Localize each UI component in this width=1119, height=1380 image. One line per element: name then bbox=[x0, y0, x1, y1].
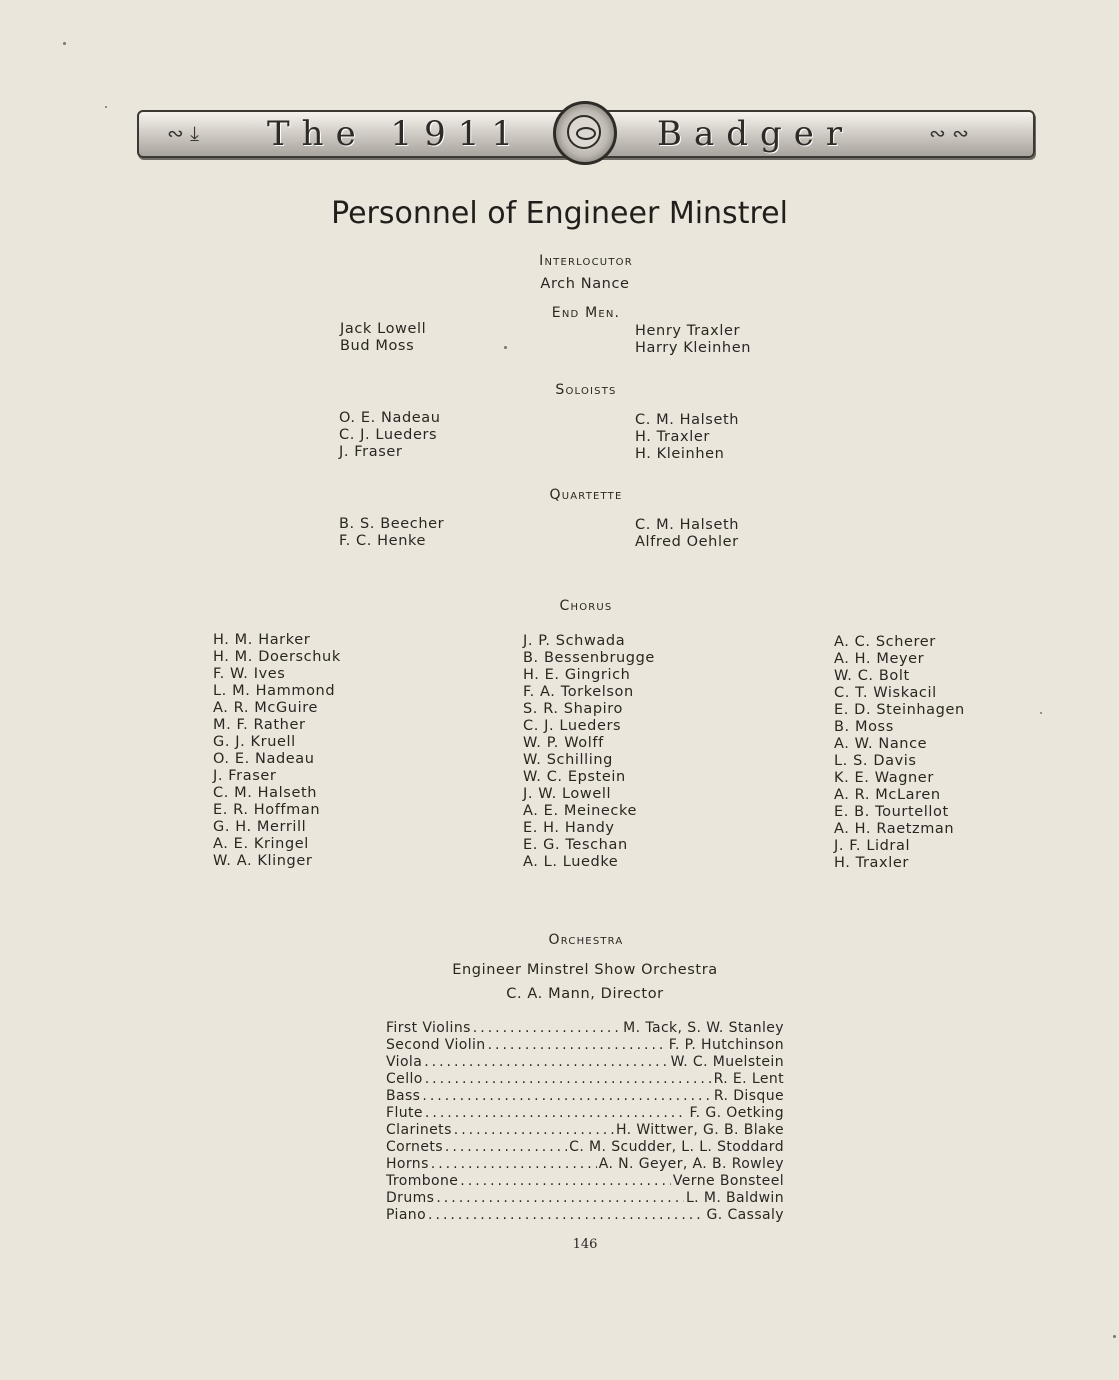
page-title: Personnel of Engineer Minstrel bbox=[331, 196, 788, 231]
end-men-heading: End Men. bbox=[551, 305, 621, 321]
orchestra-row bbox=[386, 1020, 784, 1037]
soloists-right-list bbox=[635, 412, 739, 463]
paper-speck bbox=[1040, 712, 1042, 714]
university-seal-icon bbox=[553, 101, 617, 165]
quartette-heading: Quartette bbox=[549, 487, 623, 503]
player-names: H. Wittwer, G. B. Blake bbox=[615, 1122, 784, 1138]
end-men-left-list bbox=[340, 321, 426, 355]
player-names: L. M. Baldwin bbox=[685, 1190, 784, 1206]
list-item: Jack Lowell bbox=[340, 321, 427, 337]
list-item: A. C. Scherer bbox=[834, 634, 936, 650]
player-names: F. P. Hutchinson bbox=[668, 1037, 784, 1053]
list-item: J. W. Lowell bbox=[523, 786, 612, 802]
orchestra-row bbox=[386, 1173, 784, 1190]
dot-leader bbox=[436, 1190, 684, 1207]
list-item: W. A. Klinger bbox=[213, 853, 313, 869]
list-item: J. F. Lidral bbox=[834, 838, 911, 854]
list-item: E. B. Tourtellot bbox=[834, 804, 949, 820]
list-item: J. Fraser bbox=[339, 444, 403, 460]
list-item: A. R. McLaren bbox=[834, 787, 941, 803]
interlocutor-heading: Interlocutor bbox=[539, 253, 633, 269]
header-left-text: The 1911 bbox=[267, 114, 526, 154]
orchestra-row bbox=[386, 1088, 784, 1105]
dot-leader bbox=[460, 1173, 671, 1190]
instrument-name: Piano bbox=[386, 1207, 427, 1223]
dot-leader bbox=[422, 1088, 712, 1105]
list-item: H. Traxler bbox=[635, 429, 710, 445]
dot-leader bbox=[428, 1207, 705, 1224]
list-item: F. A. Torkelson bbox=[523, 684, 634, 700]
list-item: O. E. Nadeau bbox=[339, 410, 441, 426]
list-item: K. E. Wagner bbox=[834, 770, 934, 786]
player-names: F. G. Oetking bbox=[689, 1105, 784, 1121]
orchestra-name: Engineer Minstrel Show Orchestra bbox=[452, 962, 718, 978]
orchestra-row bbox=[386, 1122, 784, 1139]
instrument-name: Horns bbox=[386, 1156, 429, 1172]
orchestra-row bbox=[386, 1105, 784, 1122]
list-item: C. J. Lueders bbox=[523, 718, 622, 734]
orchestra-row bbox=[386, 1207, 784, 1224]
soloists-left-list bbox=[339, 410, 441, 461]
list-item: Bud Moss bbox=[340, 338, 415, 354]
dot-leader bbox=[488, 1037, 667, 1054]
header-right-text: Badger bbox=[657, 114, 855, 154]
player-names: C. M. Scudder, L. L. Stoddard bbox=[569, 1139, 784, 1155]
list-item: B. Bessenbrugge bbox=[523, 650, 655, 666]
list-item: O. E. Nadeau bbox=[213, 751, 315, 767]
player-names: R. Disque bbox=[713, 1088, 784, 1104]
paper-speck bbox=[105, 106, 107, 108]
list-item: A. W. Nance bbox=[834, 736, 928, 752]
list-item: E. R. Hoffman bbox=[213, 802, 321, 818]
list-item: G. J. Kruell bbox=[213, 734, 296, 750]
list-item: Harry Kleinhen bbox=[635, 340, 752, 356]
list-item: E. D. Steinhagen bbox=[834, 702, 965, 718]
dot-leader bbox=[431, 1156, 597, 1173]
orchestra-director: C. A. Mann, Director bbox=[506, 986, 664, 1002]
soloists-heading: Soloists bbox=[555, 382, 617, 398]
list-item: W. C. Bolt bbox=[834, 668, 910, 684]
dot-leader bbox=[445, 1139, 567, 1156]
orchestra-row bbox=[386, 1139, 784, 1156]
list-item: A. H. Meyer bbox=[834, 651, 925, 667]
instrument-name: Bass bbox=[386, 1088, 421, 1104]
list-item: S. R. Shapiro bbox=[523, 701, 624, 717]
list-item: B. Moss bbox=[834, 719, 894, 735]
dot-leader bbox=[473, 1020, 621, 1037]
chorus-column-3 bbox=[834, 634, 965, 872]
dot-leader bbox=[425, 1071, 712, 1088]
list-item: J. P. Schwada bbox=[523, 633, 626, 649]
list-item: J. Fraser bbox=[213, 768, 277, 784]
list-item: A. R. McGuire bbox=[213, 700, 318, 716]
list-item: E. G. Teschan bbox=[523, 837, 628, 853]
instrument-name: Trombone bbox=[386, 1173, 459, 1189]
orchestra-row bbox=[386, 1190, 784, 1207]
list-item: C. J. Lueders bbox=[339, 427, 438, 443]
list-item: H. M. Doerschuk bbox=[213, 649, 341, 665]
dot-leader bbox=[424, 1054, 668, 1071]
player-names: M. Tack, S. W. Stanley bbox=[623, 1020, 784, 1036]
interlocutor-name: Arch Nance bbox=[540, 276, 630, 292]
dot-leader bbox=[454, 1122, 614, 1139]
paper-speck bbox=[63, 42, 66, 45]
list-item: W. Schilling bbox=[523, 752, 613, 768]
quartette-right-list bbox=[635, 517, 739, 551]
list-item: L. M. Hammond bbox=[213, 683, 336, 699]
instrument-name: Second Violin bbox=[386, 1037, 486, 1053]
orchestra-row bbox=[386, 1054, 784, 1071]
orchestra-instrument-list bbox=[386, 1020, 784, 1224]
orchestra-row bbox=[386, 1071, 784, 1088]
list-item: W. P. Wolff bbox=[523, 735, 604, 751]
orchestra-row bbox=[386, 1156, 784, 1173]
list-item: B. S. Beecher bbox=[339, 516, 445, 532]
list-item: C. T. Wiskacil bbox=[834, 685, 937, 701]
paper-speck bbox=[1113, 1335, 1116, 1338]
instrument-name: Flute bbox=[386, 1105, 423, 1121]
list-item: A. L. Luedke bbox=[523, 854, 619, 870]
chorus-column-2 bbox=[523, 633, 655, 871]
list-item: F. W. Ives bbox=[213, 666, 286, 682]
player-names: A. N. Geyer, A. B. Rowley bbox=[598, 1156, 784, 1172]
list-item: G. H. Merrill bbox=[213, 819, 307, 835]
list-item: F. C. Henke bbox=[339, 533, 426, 549]
list-item: C. M. Halseth bbox=[213, 785, 318, 801]
instrument-name: Clarinets bbox=[386, 1122, 452, 1138]
quartette-left-list bbox=[339, 516, 444, 550]
scroll-ornament-icon: ∾ ⤓ bbox=[167, 121, 199, 145]
instrument-name: Cello bbox=[386, 1071, 423, 1087]
list-item: C. M. Halseth bbox=[635, 517, 740, 533]
list-item: H. Kleinhen bbox=[635, 446, 725, 462]
scroll-ornament-icon: ∾ ∾ bbox=[929, 121, 969, 145]
list-item: Henry Traxler bbox=[635, 323, 741, 339]
instrument-name: Drums bbox=[386, 1190, 435, 1206]
list-item: A. E. Kringel bbox=[213, 836, 309, 852]
orchestra-row bbox=[386, 1037, 784, 1054]
list-item: H. E. Gingrich bbox=[523, 667, 631, 683]
paper-speck bbox=[504, 346, 507, 349]
player-names: W. C. Muelstein bbox=[670, 1054, 784, 1070]
chorus-heading: Chorus bbox=[559, 598, 613, 614]
list-item: E. H. Handy bbox=[523, 820, 615, 836]
list-item: Alfred Oehler bbox=[635, 534, 739, 550]
list-item: W. C. Epstein bbox=[523, 769, 626, 785]
end-men-right-list bbox=[635, 323, 751, 357]
instrument-name: Viola bbox=[386, 1054, 423, 1070]
instrument-name: Cornets bbox=[386, 1139, 443, 1155]
instrument-name: First Violins bbox=[386, 1020, 471, 1036]
dot-leader bbox=[425, 1105, 688, 1122]
chorus-column-1 bbox=[213, 632, 341, 870]
list-item: C. M. Halseth bbox=[635, 412, 740, 428]
page-number: 146 bbox=[572, 1237, 598, 1252]
list-item: H. Traxler bbox=[834, 855, 909, 871]
list-item: L. S. Davis bbox=[834, 753, 917, 769]
orchestra-heading: Orchestra bbox=[548, 932, 624, 948]
player-names: G. Cassaly bbox=[706, 1207, 784, 1223]
player-names: R. E. Lent bbox=[713, 1071, 784, 1087]
player-names: Verne Bonsteel bbox=[672, 1173, 784, 1189]
list-item: A. H. Raetzman bbox=[834, 821, 955, 837]
list-item: M. F. Rather bbox=[213, 717, 306, 733]
list-item: H. M. Harker bbox=[213, 632, 311, 648]
list-item: A. E. Meinecke bbox=[523, 803, 638, 819]
